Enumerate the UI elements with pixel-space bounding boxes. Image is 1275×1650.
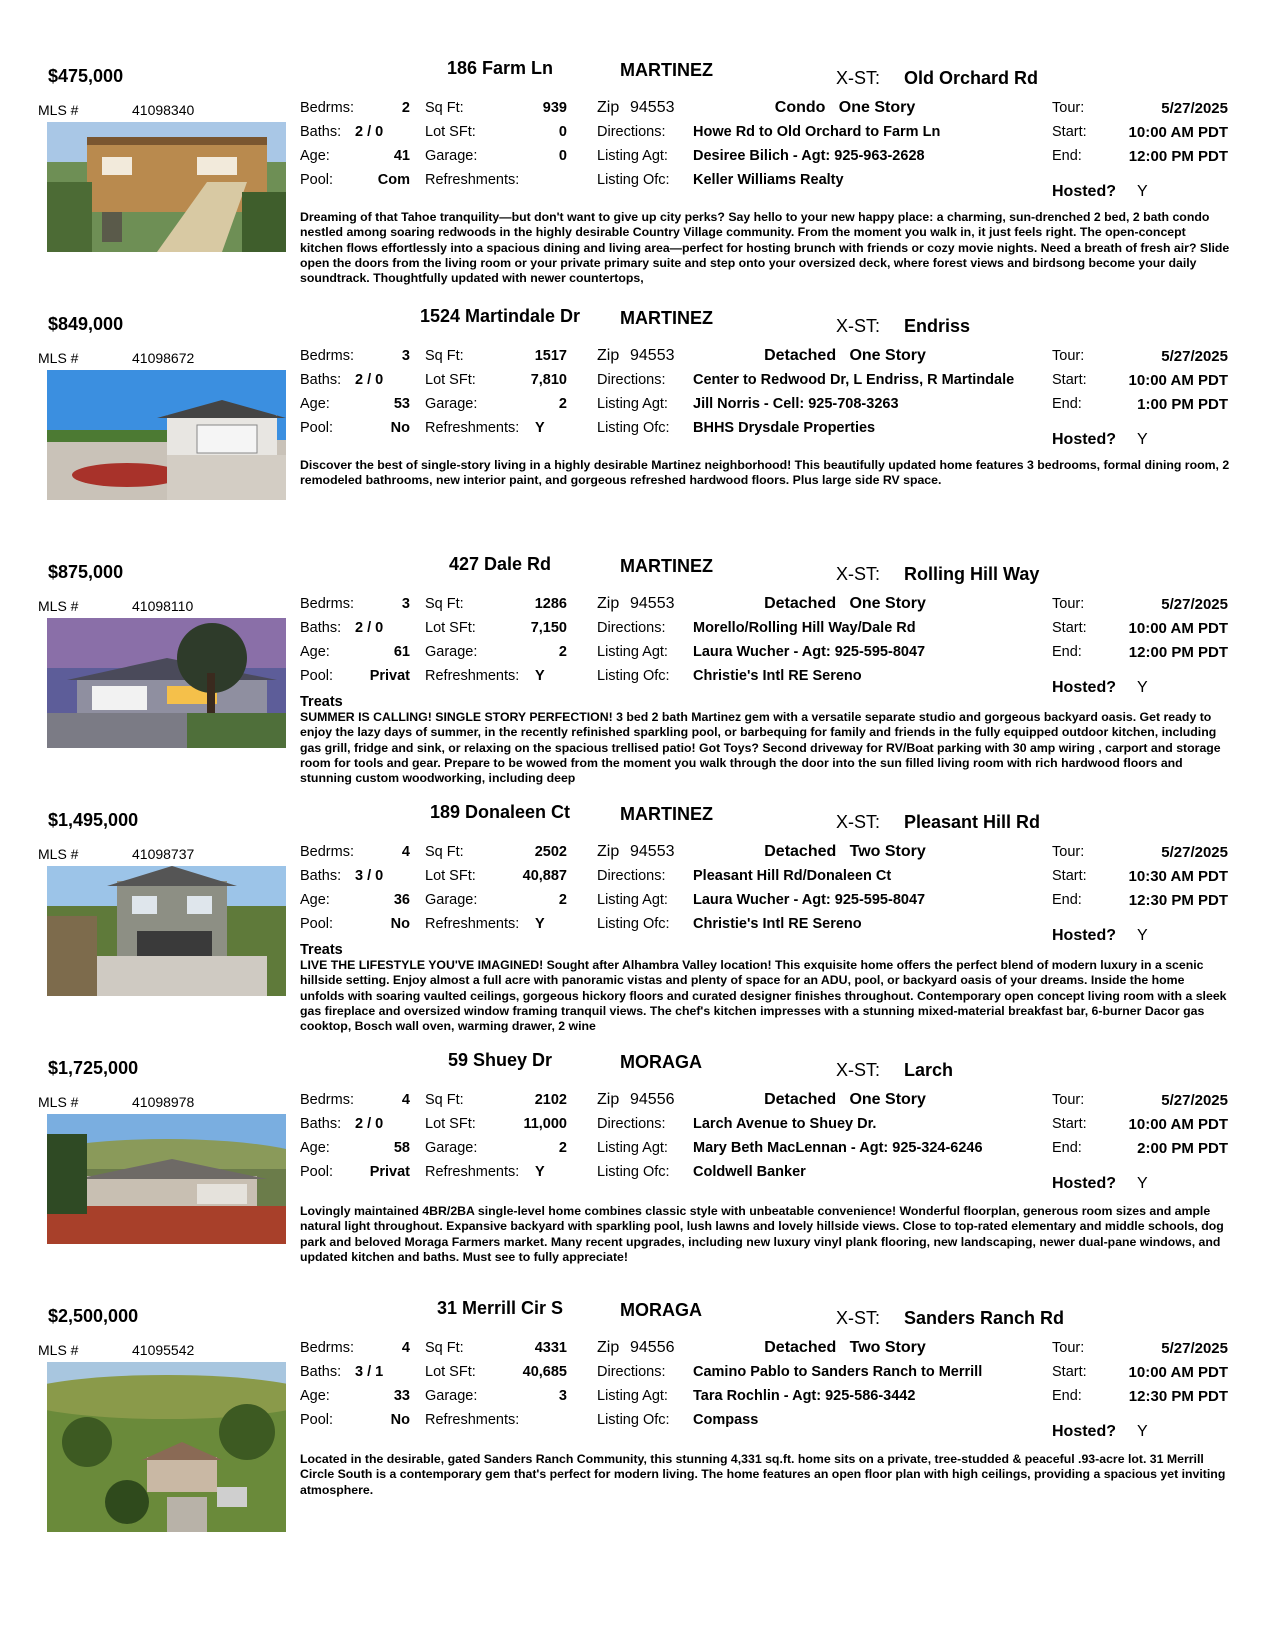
age-label: Age: <box>300 396 330 412</box>
age-value: 61 <box>393 644 410 660</box>
mls-number: 41095542 <box>132 1342 195 1358</box>
pool-value: No <box>390 916 410 932</box>
pool-value: Com <box>377 172 410 188</box>
sqft-label: Sq Ft: <box>425 1340 464 1356</box>
hosted-label: Hosted? <box>1052 1423 1116 1440</box>
end-label: End: <box>1052 396 1082 412</box>
garage-label: Garage: <box>425 1388 478 1404</box>
garage-value: 0 <box>558 148 567 164</box>
tour-date: 5/27/2025 <box>1161 844 1228 861</box>
baths-label: Baths: <box>300 1364 342 1380</box>
hosted-label: Hosted? <box>1052 679 1116 696</box>
tour-date: 5/27/2025 <box>1161 596 1228 613</box>
end-time: 1:00 PM PDT <box>1137 396 1228 413</box>
agent-value: Tara Rochlin - Agt: 925-586-3442 <box>693 1388 916 1404</box>
listing-city: MARTINEZ <box>620 308 713 328</box>
agent-value: Mary Beth MacLennan - Agt: 925-324-6246 <box>693 1140 983 1156</box>
listing-price: $1,495,000 <box>48 810 139 830</box>
end-label: End: <box>1052 892 1082 908</box>
directions-label: Directions: <box>597 124 666 140</box>
listing-5 <box>0 1042 1275 1304</box>
directions-label: Directions: <box>597 868 666 884</box>
mls-label: MLS # <box>38 1342 79 1358</box>
start-label: Start: <box>1052 868 1087 884</box>
garage-label: Garage: <box>425 1140 478 1156</box>
hosted-label: Hosted? <box>1052 431 1116 448</box>
end-time: 12:30 PM PDT <box>1128 1388 1228 1405</box>
agent-value: Jill Norris - Cell: 925-708-3263 <box>693 396 899 412</box>
tour-date: 5/27/2025 <box>1161 100 1228 117</box>
office-value: Christie's Intl RE Sereno <box>693 916 862 932</box>
garage-label: Garage: <box>425 148 478 164</box>
property-type <box>730 1091 960 1109</box>
end-label: End: <box>1052 1140 1082 1156</box>
directions-value: Pleasant Hill Rd/Donaleen Ct <box>693 868 892 884</box>
property-photo <box>47 1362 286 1532</box>
zip-value: 94553 <box>630 347 675 364</box>
hosted-value: Y <box>1137 679 1148 696</box>
lot-value: 7,150 <box>530 620 567 636</box>
refreshments-label: Refreshments: <box>425 1412 520 1428</box>
age-value: 33 <box>393 1388 410 1404</box>
mls-number: 41098978 <box>132 1094 195 1110</box>
agent-label: Listing Agt: <box>597 892 668 908</box>
listing-price: $849,000 <box>48 314 124 334</box>
baths-label: Baths: <box>300 372 342 388</box>
property-photo-image <box>47 370 286 500</box>
property-photo-image <box>47 1362 286 1532</box>
baths-value: 2 / 0 <box>355 1116 384 1132</box>
agent-label: Listing Agt: <box>597 396 668 412</box>
start-time: 10:00 AM PDT <box>1128 372 1228 389</box>
hosted-value: Y <box>1137 1423 1148 1440</box>
listing-2 <box>0 298 1275 560</box>
end-label: End: <box>1052 1388 1082 1404</box>
zip-label: Zip <box>597 595 620 612</box>
listing-price: $2,500,000 <box>48 1306 139 1326</box>
property-stories: Two Story <box>849 1339 926 1356</box>
cross-street-value: Endriss <box>904 316 971 336</box>
property-photo <box>47 122 286 252</box>
property-style: Detached <box>764 1339 837 1356</box>
start-label: Start: <box>1052 1116 1087 1132</box>
baths-value: 2 / 0 <box>355 124 384 140</box>
property-type <box>730 843 960 861</box>
start-label: Start: <box>1052 620 1087 636</box>
office-value: BHHS Drysdale Properties <box>693 420 876 436</box>
end-label: End: <box>1052 148 1082 164</box>
directions-label: Directions: <box>597 620 666 636</box>
lot-label: Lot SFt: <box>425 372 476 388</box>
age-label: Age: <box>300 1140 330 1156</box>
property-style: Detached <box>764 347 837 364</box>
property-stories: One Story <box>838 99 916 116</box>
zip-value: 94556 <box>630 1339 675 1356</box>
property-type <box>730 99 960 117</box>
property-type <box>730 595 960 613</box>
property-stories: One Story <box>849 347 926 364</box>
directions-value: Morello/Rolling Hill Way/Dale Rd <box>693 620 916 636</box>
tour-label: Tour: <box>1052 1340 1085 1356</box>
office-label: Listing Ofc: <box>597 1164 670 1180</box>
end-time: 2:00 PM PDT <box>1137 1140 1228 1157</box>
property-stories: One Story <box>849 1091 926 1108</box>
garage-label: Garage: <box>425 644 478 660</box>
sqft-value: 2102 <box>534 1092 567 1108</box>
mls-label: MLS # <box>38 846 79 862</box>
baths-label: Baths: <box>300 620 342 636</box>
listing-4 <box>0 794 1275 1056</box>
tour-label: Tour: <box>1052 596 1085 612</box>
garage-value: 2 <box>558 644 567 660</box>
age-label: Age: <box>300 148 330 164</box>
bedrooms-label: Bedrms: <box>300 348 354 364</box>
sqft-label: Sq Ft: <box>425 348 464 364</box>
refreshments-value: Y <box>535 1164 545 1180</box>
bedrooms-label: Bedrms: <box>300 100 354 116</box>
agent-value: Desiree Bilich - Agt: 925-963-2628 <box>693 148 925 164</box>
property-type <box>730 347 960 365</box>
pool-label: Pool: <box>300 172 334 188</box>
tour-date: 5/27/2025 <box>1161 348 1228 365</box>
sqft-value: 1286 <box>534 596 567 612</box>
start-label: Start: <box>1052 1364 1087 1380</box>
refreshments-value: Y <box>535 916 545 932</box>
baths-label: Baths: <box>300 868 342 884</box>
listing-remarks: Located in the desirable, gated Sanders Ranch Community, this stunning 4,331 sq.ft. home sits on a private, tree-studded & peaceful .93-acre lot. 31 Merrill Circle South is a contemporary gem that's perfect for modern living. The home features an open floor plan with high ceilings, providing a spacious yet inviting atmosphere. <box>300 1452 1226 1497</box>
office-label: Listing Ofc: <box>597 172 670 188</box>
age-value: 36 <box>393 892 410 908</box>
bedrooms-value: 3 <box>401 348 410 364</box>
property-type <box>730 1339 960 1357</box>
age-value: 41 <box>393 148 410 164</box>
hosted-value: Y <box>1137 431 1148 448</box>
directions-value: Center to Redwood Dr, L Endriss, R Martindale <box>693 372 1015 388</box>
office-label: Listing Ofc: <box>597 916 670 932</box>
listing-3 <box>0 546 1275 808</box>
listing-price: $1,725,000 <box>48 1058 139 1078</box>
zip-value: 94553 <box>630 99 675 116</box>
hosted-label: Hosted? <box>1052 927 1116 944</box>
pool-value: No <box>390 420 410 436</box>
directions-label: Directions: <box>597 1116 666 1132</box>
office-value: Compass <box>693 1412 759 1428</box>
start-time: 10:00 AM PDT <box>1128 124 1228 141</box>
office-value: Christie's Intl RE Sereno <box>693 668 862 684</box>
garage-value: 2 <box>558 1140 567 1156</box>
age-label: Age: <box>300 644 330 660</box>
pool-label: Pool: <box>300 1164 334 1180</box>
listing-city: MARTINEZ <box>620 804 713 824</box>
property-photo <box>47 1114 286 1244</box>
property-photo <box>47 866 286 996</box>
listing-remarks: SUMMER IS CALLING! SINGLE STORY PERFECTION! 3 bed 2 bath Martinez gem with a versatile separate studio and gorgeous backyard oasis. Get ready to enjoy the lazy days of summer, in the recently refinished sparkling pool, or barbequing for family and friends in the fully equipped outdoor kitchen, including gas grill, fridge and sink, or relaxing on the spacious trellised patio! Got Toys? Second driveway for RV/Boat parking with 30 amp wiring , carport and storage room for tools and gear. Prepare to be wowed from the moment you walk through the door into the sun filled living room with rich hardwood floors and stunning custom woodworking, including deep <box>300 710 1221 786</box>
directions-value: Howe Rd to Old Orchard to Farm Ln <box>693 124 941 140</box>
listing-city: MORAGA <box>620 1052 702 1072</box>
treats-note: Treats <box>300 694 343 710</box>
start-label: Start: <box>1052 372 1087 388</box>
start-time: 10:00 AM PDT <box>1128 620 1228 637</box>
zip-label: Zip <box>597 347 620 364</box>
end-time: 12:30 PM PDT <box>1128 892 1228 909</box>
cross-street-value: Sanders Ranch Rd <box>904 1308 1065 1328</box>
listing-city: MARTINEZ <box>620 556 713 576</box>
bedrooms-label: Bedrms: <box>300 1092 354 1108</box>
sqft-label: Sq Ft: <box>425 1092 464 1108</box>
refreshments-label: Refreshments: <box>425 916 520 932</box>
office-label: Listing Ofc: <box>597 420 670 436</box>
mls-label: MLS # <box>38 350 79 366</box>
listing-remarks: Discover the best of single-story living in a highly desirable Martinez neighborhood! This beautifully updated home features 3 bedrooms, formal dining room, 2 remodeled bathrooms, new interior paint, and gorgeous refreshed hardwood floors. Plus large side RV space. <box>300 458 1230 488</box>
property-stories: Two Story <box>849 843 926 860</box>
age-label: Age: <box>300 1388 330 1404</box>
property-style: Condo <box>774 99 826 116</box>
agent-label: Listing Agt: <box>597 1140 668 1156</box>
sqft-value: 1517 <box>534 348 567 364</box>
refreshments-value: Y <box>535 668 545 684</box>
listing-1 <box>0 50 1275 312</box>
hosted-value: Y <box>1137 1175 1148 1192</box>
listing-address: 1524 Martindale Dr <box>419 306 581 326</box>
pool-value: Privat <box>369 668 410 684</box>
agent-label: Listing Agt: <box>597 1388 668 1404</box>
treats-note: Treats <box>300 942 343 958</box>
mls-label: MLS # <box>38 598 79 614</box>
tour-date: 5/27/2025 <box>1161 1092 1228 1109</box>
office-label: Listing Ofc: <box>597 1412 670 1428</box>
lot-value: 40,685 <box>522 1364 567 1380</box>
lot-label: Lot SFt: <box>425 868 476 884</box>
zip-value: 94556 <box>630 1091 675 1108</box>
sqft-value: 4331 <box>534 1340 567 1356</box>
office-label: Listing Ofc: <box>597 668 670 684</box>
end-time: 12:00 PM PDT <box>1128 644 1228 661</box>
tour-label: Tour: <box>1052 1092 1085 1108</box>
listing-remarks: LIVE THE LIFESTYLE YOU'VE IMAGINED! Sought after Alhambra Valley location! This exquisite home offers the perfect blend of modern luxury in a scenic hillside setting. Enjoy almost a full acre with panoramic vistas and plenty of space for an ADU, pool, or backyard oasis of your dreams. Inside the home unfolds with soaring vaulted ceilings, gorgeous hickory floors and curated designer finishes throughout. Contemporary open concept living room with a sleek gas fireplace and oversized window framing tranquil views. The chef's kitchen impresses with a stunning mixed-material breakfast bar, 6-burner Dacor gas cooktop, Bosch wall oven, warming drawer, 2 wine <box>300 958 1227 1034</box>
mls-number: 41098672 <box>132 350 195 366</box>
tour-label: Tour: <box>1052 100 1085 116</box>
directions-label: Directions: <box>597 372 666 388</box>
bedrooms-label: Bedrms: <box>300 596 354 612</box>
property-style: Detached <box>764 1091 837 1108</box>
start-time: 10:30 AM PDT <box>1128 868 1228 885</box>
cross-street-value: Pleasant Hill Rd <box>904 812 1041 832</box>
zip-label: Zip <box>597 1091 620 1108</box>
hosted-label: Hosted? <box>1052 1175 1116 1192</box>
agent-value: Laura Wucher - Agt: 925-595-8047 <box>693 644 926 660</box>
cross-street-value: Old Orchard Rd <box>904 68 1039 88</box>
listing-price: $475,000 <box>48 66 124 86</box>
listing-city: MORAGA <box>620 1300 702 1320</box>
baths-value: 2 / 0 <box>355 620 384 636</box>
office-value: Coldwell Banker <box>693 1164 806 1180</box>
cross-street-label: X-ST: <box>836 812 881 832</box>
agent-value: Laura Wucher - Agt: 925-595-8047 <box>693 892 926 908</box>
listing-remarks: Lovingly maintained 4BR/2BA single-level home combines classic style with unbeatable convenience! Wonderful floorplan, generous room sizes and ample natural light throughout. Expansive backyard with sparkling pool, lush lawns and lovely hillside views. Close to top-rated elementary and middle schools, dog park and beloved Moraga Farmers market. Many recent upgrades, including new luxury vinyl plank flooring, new landscaping, newer dual-pane windows, and updated kitchen and baths. Must see to fully appreciate! <box>300 1204 1224 1264</box>
pool-label: Pool: <box>300 916 334 932</box>
refreshments-label: Refreshments: <box>425 420 520 436</box>
pool-label: Pool: <box>300 420 334 436</box>
refreshments-label: Refreshments: <box>425 668 520 684</box>
cross-street-label: X-ST: <box>836 316 881 336</box>
sqft-label: Sq Ft: <box>425 100 464 116</box>
lot-label: Lot SFt: <box>425 1116 476 1132</box>
start-time: 10:00 AM PDT <box>1128 1364 1228 1381</box>
garage-value: 2 <box>558 396 567 412</box>
start-label: Start: <box>1052 124 1087 140</box>
pool-label: Pool: <box>300 1412 334 1428</box>
property-photo-image <box>47 1114 286 1244</box>
listing-address: 31 Merrill Cir S <box>436 1298 564 1318</box>
listing-price: $875,000 <box>48 562 124 582</box>
listing-city: MARTINEZ <box>620 60 713 80</box>
cross-street-value: Larch <box>904 1060 954 1080</box>
baths-value: 3 / 1 <box>355 1364 384 1380</box>
pool-label: Pool: <box>300 668 334 684</box>
listing-address: 427 Dale Rd <box>448 554 552 574</box>
directions-value: Larch Avenue to Shuey Dr. <box>693 1116 877 1132</box>
garage-label: Garage: <box>425 892 478 908</box>
hosted-value: Y <box>1137 183 1148 200</box>
mls-label: MLS # <box>38 102 79 118</box>
zip-label: Zip <box>597 1339 620 1356</box>
start-time: 10:00 AM PDT <box>1128 1116 1228 1133</box>
mls-number: 41098110 <box>132 598 194 614</box>
cross-street-label: X-ST: <box>836 68 881 88</box>
tour-label: Tour: <box>1052 348 1085 364</box>
pool-value: Privat <box>369 1164 410 1180</box>
age-value: 58 <box>393 1140 410 1156</box>
sqft-label: Sq Ft: <box>425 596 464 612</box>
cross-street-label: X-ST: <box>836 564 881 584</box>
lot-value: 0 <box>558 124 567 140</box>
garage-value: 3 <box>558 1388 567 1404</box>
lot-label: Lot SFt: <box>425 620 476 636</box>
hosted-value: Y <box>1137 927 1148 944</box>
garage-value: 2 <box>558 892 567 908</box>
lot-label: Lot SFt: <box>425 1364 476 1380</box>
listing-6 <box>0 1290 1275 1552</box>
lot-label: Lot SFt: <box>425 124 476 140</box>
bedrooms-label: Bedrms: <box>300 844 354 860</box>
listing-address: 186 Farm Ln <box>446 58 554 78</box>
lot-value: 40,887 <box>522 868 567 884</box>
sqft-value: 2502 <box>534 844 567 860</box>
bedrooms-value: 2 <box>401 100 410 116</box>
end-time: 12:00 PM PDT <box>1128 148 1228 165</box>
office-value: Keller Williams Realty <box>693 172 844 188</box>
age-label: Age: <box>300 892 330 908</box>
property-stories: One Story <box>849 595 926 612</box>
baths-value: 3 / 0 <box>355 868 384 884</box>
property-photo <box>47 618 286 748</box>
listing-remarks: Dreaming of that Tahoe tranquility—but don't want to give up city perks? Say hello to your new happy place: a charming, sun-drenched 2 bed, 2 bath condo nestled among soaring redwoods in the highly desirable Country Village community. From the moment you walk in, it just feels right. The open-concept kitchen flows effortlessly into a spacious dining and living area—perfect for hosting brunch with friends or cozy movie nights. Need a breath of fresh air? Slide open the doors from the living room or your private primary suite and step onto your oversized deck, where forest views and birdsong become your daily soundtrack. Thoughtfully updated with newer countertops, <box>300 210 1230 286</box>
sqft-value: 939 <box>542 100 567 116</box>
property-photo <box>47 370 286 500</box>
agent-label: Listing Agt: <box>597 644 668 660</box>
age-value: 53 <box>393 396 410 412</box>
zip-value: 94553 <box>630 843 675 860</box>
sqft-label: Sq Ft: <box>425 844 464 860</box>
directions-value: Camino Pablo to Sanders Ranch to Merrill <box>693 1364 983 1380</box>
baths-label: Baths: <box>300 124 342 140</box>
mls-number: 41098340 <box>132 102 195 118</box>
mls-number: 41098737 <box>132 846 195 862</box>
tour-label: Tour: <box>1052 844 1085 860</box>
property-style: Detached <box>764 595 837 612</box>
cross-street-label: X-ST: <box>836 1308 881 1328</box>
end-label: End: <box>1052 644 1082 660</box>
refreshments-label: Refreshments: <box>425 1164 520 1180</box>
baths-label: Baths: <box>300 1116 342 1132</box>
agent-label: Listing Agt: <box>597 148 668 164</box>
mls-label: MLS # <box>38 1094 79 1110</box>
zip-value: 94553 <box>630 595 675 612</box>
zip-label: Zip <box>597 99 620 116</box>
listing-address: 59 Shuey Dr <box>447 1050 553 1070</box>
refreshments-value: Y <box>535 420 545 436</box>
lot-value: 11,000 <box>523 1116 567 1132</box>
property-photo-image <box>47 866 286 996</box>
tour-date: 5/27/2025 <box>1161 1340 1228 1357</box>
property-style: Detached <box>764 843 837 860</box>
bedrooms-value: 3 <box>401 596 410 612</box>
bedrooms-value: 4 <box>401 1340 410 1356</box>
lot-value: 7,810 <box>530 372 567 388</box>
bedrooms-value: 4 <box>401 1092 410 1108</box>
bedrooms-value: 4 <box>401 844 410 860</box>
zip-label: Zip <box>597 843 620 860</box>
hosted-label: Hosted? <box>1052 183 1116 200</box>
garage-label: Garage: <box>425 396 478 412</box>
directions-label: Directions: <box>597 1364 666 1380</box>
property-photo-image <box>47 618 286 748</box>
bedrooms-label: Bedrms: <box>300 1340 354 1356</box>
cross-street-label: X-ST: <box>836 1060 881 1080</box>
listing-address: 189 Donaleen Ct <box>429 802 571 822</box>
refreshments-label: Refreshments: <box>425 172 520 188</box>
cross-street-value: Rolling Hill Way <box>904 564 1040 584</box>
baths-value: 2 / 0 <box>355 372 384 388</box>
property-photo-image <box>47 122 286 252</box>
pool-value: No <box>390 1412 410 1428</box>
